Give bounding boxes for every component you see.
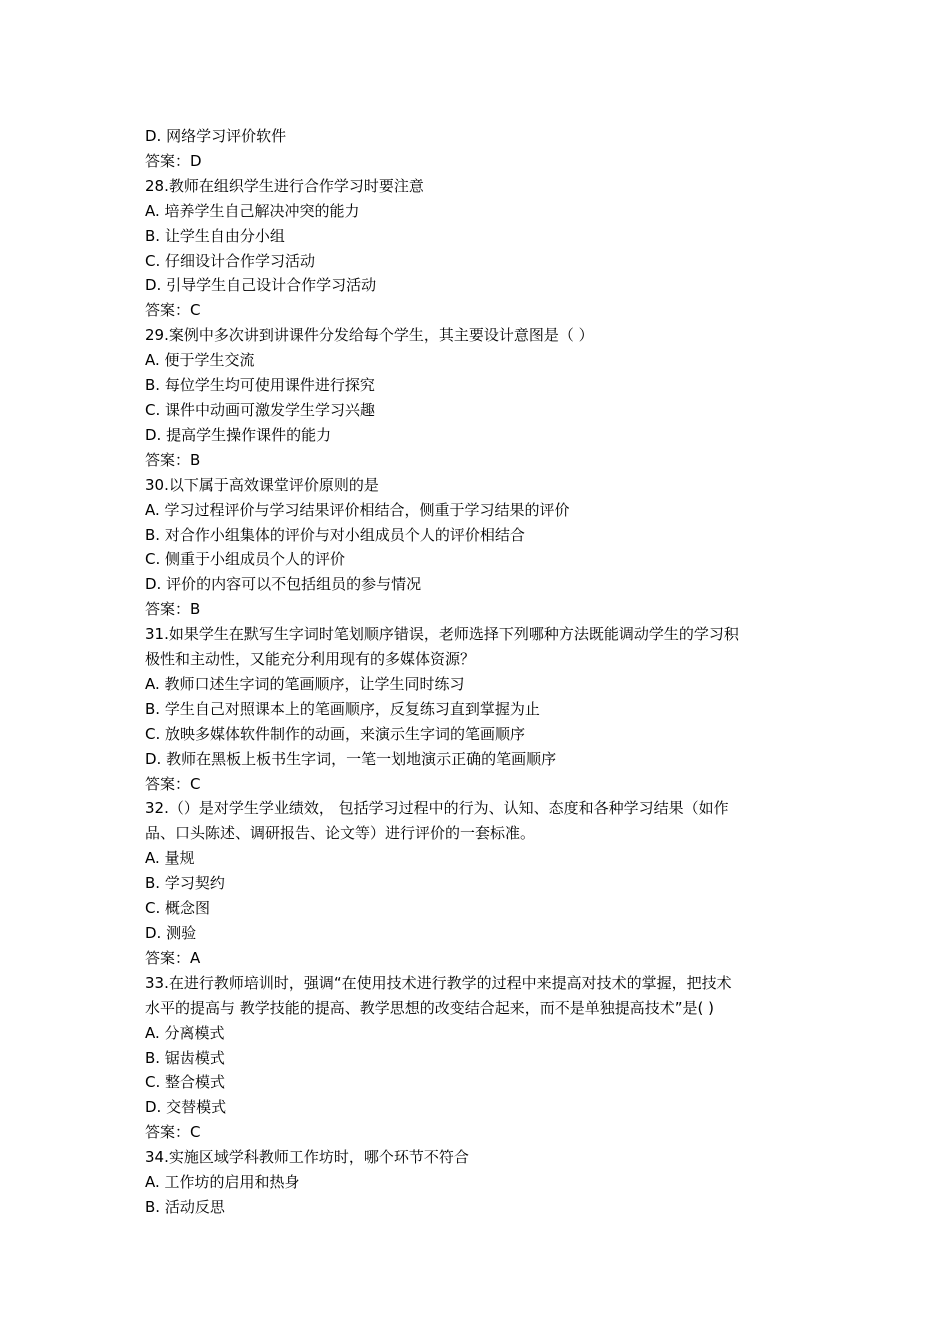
option-b: B. 学习契约 <box>145 874 225 893</box>
option-d: D. 提高学生操作课件的能力 <box>145 425 332 444</box>
option-d: D. 网络学习评价软件 <box>145 127 287 145</box>
question-33-continued: 水平的提高与 教学技能的提高、教学思想的改变结合起来，而不是单独提高技术”是( ) <box>145 998 715 1017</box>
option-b: B. 活动反思 <box>145 1197 225 1216</box>
option-d: D. 交替模式 <box>145 1098 227 1117</box>
option-b: B. 每位学生均可使用课件进行探究 <box>145 376 375 395</box>
option-a: A. 工作坊的启用和热身 <box>145 1173 300 1192</box>
answer: 答案：A <box>145 948 201 967</box>
answer: 答案：C <box>145 774 201 793</box>
option-c: C. 整合模式 <box>145 1073 226 1092</box>
question-31: 31.如果学生在默写生字词时笔划顺序错误，老师选择下列哪种方法既能调动学生的学习积 <box>145 625 739 644</box>
option-b: B. 让学生自由分小组 <box>145 226 285 245</box>
option-a: A. 学习过程评价与学习结果评价相结合，侧重于学习结果的评价 <box>145 500 570 519</box>
option-b: B. 锯齿模式 <box>145 1048 225 1067</box>
question-34: 34.实施区域学科教师工作坊时，哪个环节不符合 <box>145 1148 469 1167</box>
option-a: A. 量规 <box>145 849 195 868</box>
option-a: A. 分离模式 <box>145 1023 225 1042</box>
document-body <box>145 124 815 1220</box>
option-a: A. 便于学生交流 <box>145 351 255 370</box>
option-b: B. 学生自己对照课本上的笔画顺序，反复练习直到掌握为止 <box>145 699 540 718</box>
question-28: 28.教师在组织学生进行合作学习时要注意 <box>145 176 424 195</box>
option-d: D. 评价的内容可以不包括组员的参与情况 <box>145 575 422 594</box>
option-a: A. 培养学生自己解决冲突的能力 <box>145 201 360 220</box>
option-d: D. 引导学生自己设计合作学习活动 <box>145 276 377 295</box>
answer: 答案：D <box>145 151 202 170</box>
question-30: 30.以下属于高效课堂评价原则的是 <box>145 475 379 494</box>
option-b: B. 对合作小组集体的评价与对小组成员个人的评价相结合 <box>145 525 525 544</box>
option-d: D. 测验 <box>145 924 197 942</box>
option-c: C. 课件中动画可激发学生学习兴趣 <box>145 400 376 419</box>
question-29: 29.案例中多次讲到讲课件分发给每个学生，其主要设计意图是（ ） <box>145 326 594 345</box>
question-33: 33.在进行教师培训时，强调“在使用技术进行教学的过程中来提高对技术的掌握，把技术 <box>145 973 732 992</box>
option-c: C. 概念图 <box>145 899 211 918</box>
option-d: D. 教师在黑板上板书生字词，一笔一划地演示正确的笔画顺序 <box>145 749 557 768</box>
question-32: 32.（）是对学生学业绩效， 包括学习过程中的行为、认知、态度和各种学习结果（如作 <box>145 799 729 818</box>
option-c: C. 仔细设计合作学习活动 <box>145 251 316 270</box>
answer: 答案：B <box>145 450 201 469</box>
option-c: C. 侧重于小组成员个人的评价 <box>145 550 346 569</box>
question-31-continued: 极性和主动性，又能充分利用现有的多媒体资源？ <box>145 650 476 669</box>
option-a: A. 教师口述生字词的笔画顺序，让学生同时练习 <box>145 674 465 693</box>
answer: 答案：C <box>145 1123 201 1142</box>
answer: 答案：C <box>145 301 201 320</box>
question-32-continued: 品、口头陈述、调研报告、论文等）进行评价的一套标准。 <box>145 824 536 843</box>
answer: 答案：B <box>145 600 201 619</box>
option-c: C. 放映多媒体软件制作的动画，来演示生字词的笔画顺序 <box>145 724 526 743</box>
